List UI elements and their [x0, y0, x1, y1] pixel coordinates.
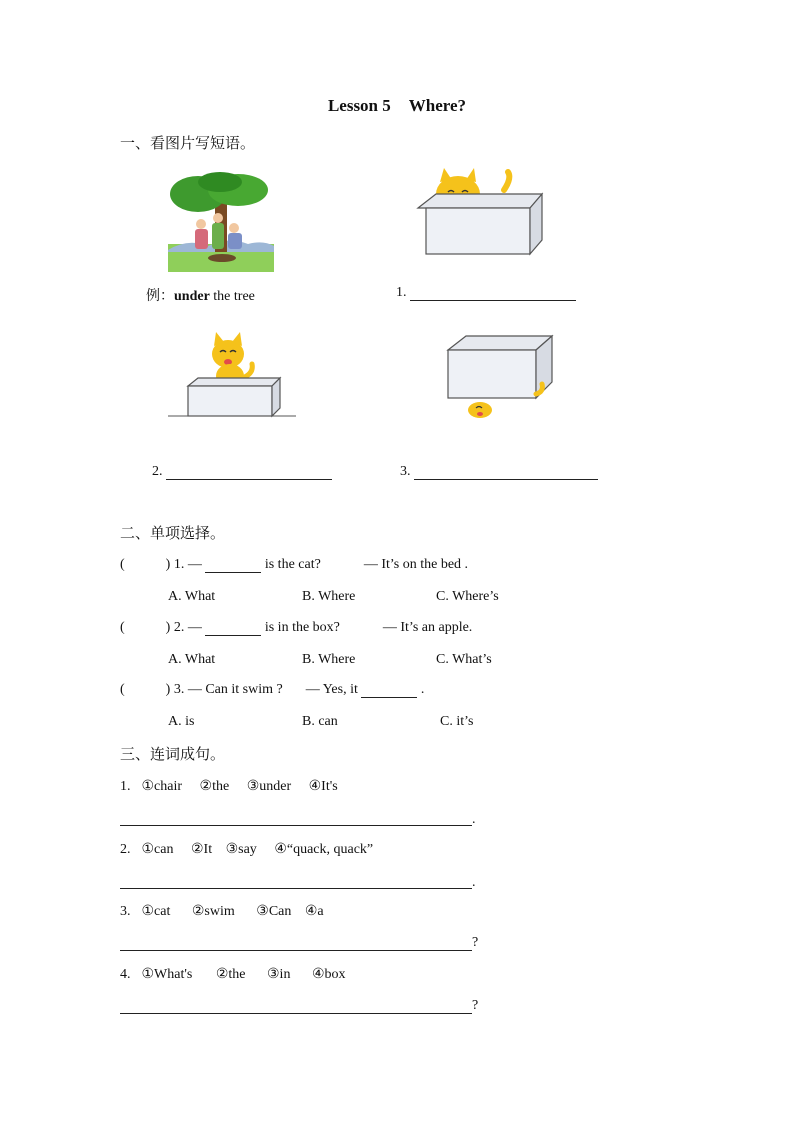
- example-keyword: under: [174, 289, 210, 304]
- phrase-item-1: [396, 285, 576, 301]
- sentence-answer-line-4[interactable]: [120, 1013, 472, 1014]
- question-text: 1. —: [173, 557, 202, 572]
- lesson-word: Where?: [408, 96, 467, 115]
- question-text: 2. —: [173, 620, 202, 635]
- word-chip: ①What's: [141, 967, 193, 982]
- sentence-item-1: [120, 778, 338, 795]
- question-reply: — It’s an apple.: [382, 620, 473, 635]
- cat-under-box-image: [432, 330, 556, 418]
- word-chip: ④a: [304, 904, 324, 919]
- sentence-end-mark: .: [472, 875, 476, 890]
- word-chip: ①cat: [141, 904, 171, 919]
- word-chip: ④It's: [308, 779, 338, 794]
- option-2a[interactable]: A. What: [168, 652, 216, 667]
- item-number: 3.: [120, 904, 131, 919]
- phrase-answer-line-3[interactable]: [414, 465, 598, 480]
- option-2c[interactable]: C. What’s: [436, 652, 492, 667]
- word-chip: ③in: [267, 967, 291, 982]
- choice-question-3: [120, 682, 424, 698]
- question-text: is the cat?: [264, 557, 321, 572]
- item-number: 4.: [120, 967, 131, 982]
- option-1a[interactable]: A. What: [168, 589, 216, 604]
- phrase-item-number: 1.: [396, 285, 407, 300]
- question-reply: .: [420, 682, 425, 697]
- phrase-item-3: [400, 464, 598, 480]
- word-chip: ③say: [225, 842, 257, 857]
- question-blank-line[interactable]: [205, 621, 261, 636]
- sentence-item-2: [120, 841, 373, 858]
- option-3a[interactable]: A. is: [168, 714, 195, 729]
- section3-heading: 三、连词成句。: [120, 745, 226, 763]
- choice-question-1: [120, 557, 468, 573]
- item-number: 1.: [120, 779, 131, 794]
- question-text: 3. — Can it swim ?: [173, 682, 283, 697]
- example-phrase: [146, 285, 255, 305]
- word-chip: ③under: [246, 779, 292, 794]
- sentence-answer-line-2[interactable]: [120, 888, 472, 889]
- answer-paren-close: ): [165, 620, 171, 635]
- sentence-answer-line-1[interactable]: [120, 825, 472, 826]
- option-2b[interactable]: B. Where: [302, 652, 356, 667]
- section1-heading: 一、看图片写短语。: [120, 134, 256, 152]
- choice-question-2: [120, 620, 472, 636]
- word-chip: ①chair: [141, 779, 183, 794]
- phrase-answer-line-2[interactable]: [166, 465, 332, 480]
- option-1c[interactable]: C. Where’s: [436, 589, 499, 604]
- word-chip: ④“quack, quack”: [274, 842, 374, 857]
- option-1b[interactable]: B. Where: [302, 589, 356, 604]
- word-chip: ③Can: [256, 904, 292, 919]
- option-3b[interactable]: B. can: [302, 714, 338, 729]
- answer-paren-open: (: [120, 682, 125, 697]
- word-chip: ④box: [311, 967, 346, 982]
- option-3c[interactable]: C. it’s: [440, 714, 474, 729]
- answer-paren-open: (: [120, 620, 125, 635]
- lesson-number: Lesson 5: [327, 96, 391, 115]
- word-chip: ②swim: [191, 904, 235, 919]
- question-text: — Yes, it: [305, 682, 358, 697]
- question-blank-line[interactable]: [205, 558, 261, 573]
- sentence-end-mark: .: [472, 812, 476, 827]
- sentence-end-mark: ?: [472, 935, 479, 950]
- word-chip: ②the: [199, 779, 230, 794]
- sentence-end-mark: ?: [472, 998, 479, 1013]
- tree-people-image: [168, 172, 274, 272]
- question-reply: — It’s on the bed .: [363, 557, 469, 572]
- sentence-item-4: [120, 966, 346, 983]
- page-title: [0, 96, 794, 116]
- answer-paren-close: ): [165, 557, 171, 572]
- answer-paren-close: ): [165, 682, 171, 697]
- question-text: is in the box?: [264, 620, 340, 635]
- word-chip: ①can: [141, 842, 174, 857]
- cat-on-box-image: [168, 326, 296, 418]
- word-chip: ②It: [190, 842, 213, 857]
- sentence-answer-line-3[interactable]: [120, 950, 472, 951]
- phrase-answer-line-1[interactable]: [410, 286, 576, 301]
- word-chip: ②the: [215, 967, 246, 982]
- question-blank-line[interactable]: [361, 683, 417, 698]
- example-label: 例：: [146, 288, 174, 304]
- phrase-item-2: [152, 464, 332, 480]
- cat-in-box-image: [408, 168, 552, 260]
- phrase-item-number: 2.: [152, 464, 163, 479]
- phrase-item-number: 3.: [400, 464, 411, 479]
- example-rest: the tree: [209, 289, 255, 304]
- answer-paren-open: (: [120, 557, 125, 572]
- sentence-item-3: [120, 903, 324, 920]
- section2-heading: 二、单项选择。: [120, 524, 226, 542]
- item-number: 2.: [120, 842, 131, 857]
